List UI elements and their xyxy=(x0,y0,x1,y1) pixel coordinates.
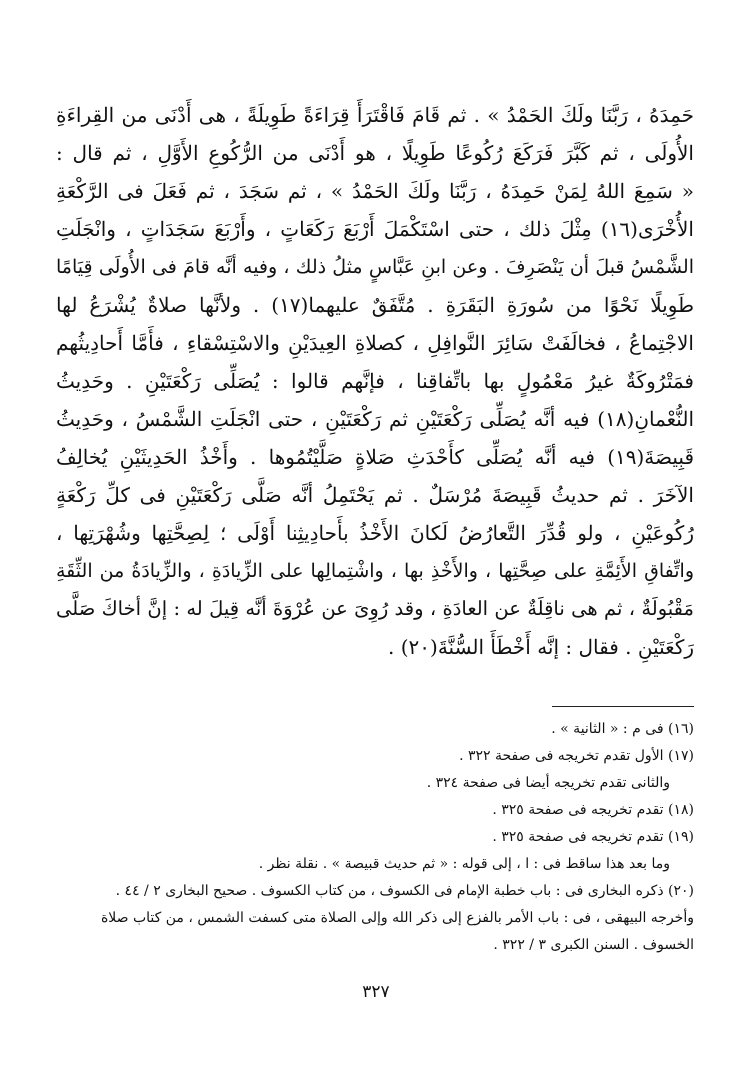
footnote: (٢٠) ذكره البخارى فى : باب خطبة الإمام فى الكسوف ، من كتاب الكسوف . صحيح البخارى ٢ / ٤٤ . xyxy=(115,883,694,899)
text-line: « سَمِعَ اللهُ لِمَنْ حَمِدَهُ ، رَبَّنَا ولَكَ الحَمْدُ » ، ثم سَجَدَ ، ثم فَعَلَ فى الرَّكْعَةِ xyxy=(56,179,694,203)
text-line: واتِّفاقِ الأَئِمَّةِ على صِحَّتِها ، والأَخْذِ بها ، واشْتِمالِها على الزِّيادَةِ ، والزِّيادَةُ من الثِّقَةِ xyxy=(56,560,694,582)
text-line: رَكْعَتَيْنِ . فقال : إنَّه أَخْطَأَ السُّنَّةَ(٢٠) . xyxy=(388,635,694,659)
footnote: وأخرجه البيهقى ، فى : باب الأمر بالفزع إلى ذكر الله وإلى الصلاة متى كسفت الشمس ، من كتاب صلاة xyxy=(100,910,694,926)
main-text-block xyxy=(56,96,694,666)
footnote: (١٧) الأول تقدم تخريجه فى صفحة ٣٢٢ . xyxy=(459,748,694,764)
text-line: مَقْبُولَةٌ ، ثم هى ناقِلَةٌ عن العادَةِ ، وقد رُوِىَ عن عُرْوَةَ أنَّه قِيلَ له : إنَّ أخاكَ صَلَّى xyxy=(56,597,694,620)
footnote-divider xyxy=(552,706,694,707)
footnote: وما بعد هذا ساقط فى : ا ، إلى قوله : « ثم حديث قبيصة » . نقلة نظر . xyxy=(258,856,670,872)
page-number: ٣٢٧ xyxy=(362,982,390,1002)
text-line: حَمِدَهُ ، رَبَّنَا ولَكَ الحَمْدُ » . ثم قَامَ فَاقْتَرَأَ قِرَاءَةً طَوِيلَةً ، هى أَدْنَى من القِراءَةِ xyxy=(56,103,694,127)
footnote: والثانى تقدم تخريجه أيضا فى صفحة ٣٢٤ . xyxy=(426,775,670,791)
footnote: (١٨) تقدم تخريجه فى صفحة ٣٢٥ . xyxy=(492,802,694,818)
footnote: (١٦) فى م : « الثانية » . xyxy=(551,721,694,737)
text-line: الأُخْرَى(١٦) مِثْلَ ذلك ، حتى اسْتَكْمَلَ أَرْبَعَ رَكَعَاتٍ ، وأَرْبَعَ سَجَدَاتٍ ، وانْجَلَتِ xyxy=(56,217,694,241)
footnote: الخسوف . السنن الكبرى ٣ / ٣٢٢ . xyxy=(493,937,694,953)
text-line: قَبِيصَةَ(١٩) فيه أنَّه يُصَلِّى كأَحْدَثِ صَلاةٍ صَلَّيْتُمُوها . وأَخْذُ الحَدِيثَيْنِ يُخالِفُ xyxy=(56,445,694,469)
text-line: طَوِيلًا نَحْوًا من سُورَةِ البَقَرَةِ . مُتَّفَقٌ عليهما(١٧) . ولأنَّها صلاةٌ يُشْرَعُ لها xyxy=(56,293,694,317)
footnote: (١٩) تقدم تخريجه فى صفحة ٣٢٥ . xyxy=(492,829,694,845)
text-line: الشَّمْسُ قبلَ أن يَنْصَرِفَ . وعن ابنِ عَبَّاسٍ مثلُ ذلك ، وفيه أنَّه قامَ فى الأُولَى قِيَامًا xyxy=(56,256,694,278)
text-line: الاجْتِماعُ ، فخالَفَتْ سَائِرَ النَّوافِلِ ، كصلاةِ العِيدَيْنِ والاسْتِسْقاءِ ، فأَمَّا أَحادِيثُهم xyxy=(56,331,694,355)
text-line: الأُولَى ، ثم كَبَّرَ فَرَكَعَ رُكُوعًا طَوِيلًا ، هو أَدْنَى من الرُّكُوعِ الأَوَّلِ ، ثم قال : xyxy=(56,141,694,165)
text-line: فمَتْرُوكَةٌ غيرُ مَعْمُولٍ بها باتِّفاقِنا ، فإنَّهم قالوا : يُصَلِّى رَكْعَتَيْنِ . وحَدِيثُ xyxy=(56,369,694,393)
text-line: رُكُوعَيْنِ ، ولو قُدِّرَ التَّعارُضُ لَكانَ الأَخْذُ بأَحادِيثِنا أَوْلَى ؛ لِصِحَّتِها وشُهْرَتِها ، xyxy=(56,521,694,545)
footnotes-block xyxy=(54,716,694,959)
text-line: الآخَرَ . ثم حديثُ قَبِيصَةَ مُرْسَلٌ . ثم يَحْتَمِلُ أنَّه صَلَّى رَكْعَتَيْنِ فى كلِّ رَكْعَةٍ xyxy=(56,483,694,507)
text-line: النُّعْمانِ(١٨) فيه أنَّه يُصَلِّى رَكْعَتَيْنِ ثم رَكْعَتَيْنِ ، حتى انْجَلَتِ الشَّمْسُ ، وحَدِيثُ xyxy=(56,407,694,431)
